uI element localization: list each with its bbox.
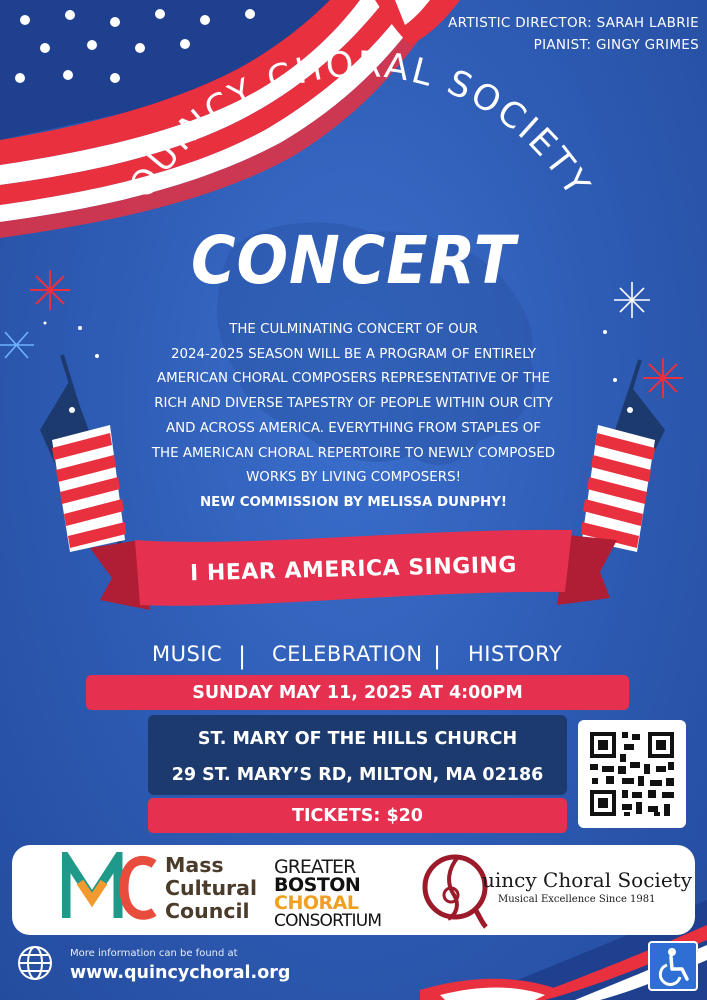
description-line: RICH AND DIVERSE TAPESTRY OF PEOPLE WITHIN OUR CITY: [154, 396, 553, 412]
qr-code[interactable]: [578, 720, 686, 828]
qr-code-graphic: [578, 720, 686, 828]
gbcc-line: CHORAL: [274, 892, 359, 914]
gbcc-line: CONSORTIUM: [274, 911, 382, 931]
mcc-logo: [62, 852, 158, 922]
headline: CONCERT: [191, 222, 516, 299]
globe-icon: [17, 945, 53, 981]
svg-text:QUINCY CHORAL SOCIETY: [122, 45, 598, 205]
gbcc-line: GREATER: [274, 856, 356, 878]
venue-box: [148, 715, 567, 795]
theme-celebration: CELEBRATION: [272, 642, 423, 666]
theme-history: HISTORY: [468, 642, 563, 666]
tickets-bar: [148, 798, 567, 833]
artistic-director: ARTISTIC DIRECTOR: SARAH LABRIE: [448, 15, 699, 31]
banner-title: I HEAR AMERICA SINGING: [189, 552, 518, 587]
date-time-bar: [86, 675, 629, 710]
pianist: PIANIST: GINGY GRIMES: [533, 37, 699, 53]
description-line: AND ACROSS AMERICA. EVERYTHING FROM STAPLES OF: [165, 420, 542, 436]
date-time: SUNDAY MAY 11, 2025 AT 4:00PM: [192, 682, 523, 703]
qcs-emblem: [420, 849, 490, 929]
description-line: 2024-2025 SEASON WILL BE A PROGRAM OF ENTIRELY: [170, 346, 537, 362]
venue-name: ST. MARY OF THE HILLS CHURCH: [197, 729, 518, 749]
venue-address: 29 ST. MARY’S RD, MILTON, MA 02186: [171, 765, 544, 785]
mcc-line: Council: [165, 899, 250, 923]
description-line: THE AMERICAN CHORAL REPERTOIRE TO NEWLY COMPOSED: [151, 445, 556, 461]
qcs-wordmark: uincy Choral Society: [482, 868, 692, 892]
ticket-price: TICKETS: $20: [292, 805, 423, 826]
description: [130, 318, 577, 516]
wheelchair-icon: [650, 943, 696, 989]
gbcc-line: BOSTON: [274, 874, 361, 896]
theme-music: MUSIC: [152, 642, 223, 666]
gbcc-logo: [274, 858, 381, 930]
theme-divider: |: [238, 642, 247, 670]
mcc-wordmark: [165, 854, 257, 923]
mcc-line: Mass: [165, 853, 224, 877]
theme-divider: |: [433, 642, 442, 670]
description-line: WORKS BY LIVING COMPOSERS!: [246, 470, 461, 486]
accessibility-badge: [648, 941, 698, 991]
org-arc-text: QUINCY CHORAL SOCIETY: [122, 44, 599, 206]
commission-note: NEW COMMISSION BY MELISSA DUNPHY!: [199, 494, 508, 510]
qcs-tagline: Musical Excellence Since 1981: [498, 894, 656, 905]
description-line: AMERICAN CHORAL COMPOSERS REPRESENTATIVE OF THE: [157, 371, 550, 387]
more-info-text: More information can be found at: [70, 948, 238, 959]
mcc-line: Cultural: [165, 876, 258, 900]
description-line: THE CULMINATING CONCERT OF OUR: [229, 322, 478, 337]
website-link[interactable]: www.quincychoral.org: [70, 963, 291, 983]
